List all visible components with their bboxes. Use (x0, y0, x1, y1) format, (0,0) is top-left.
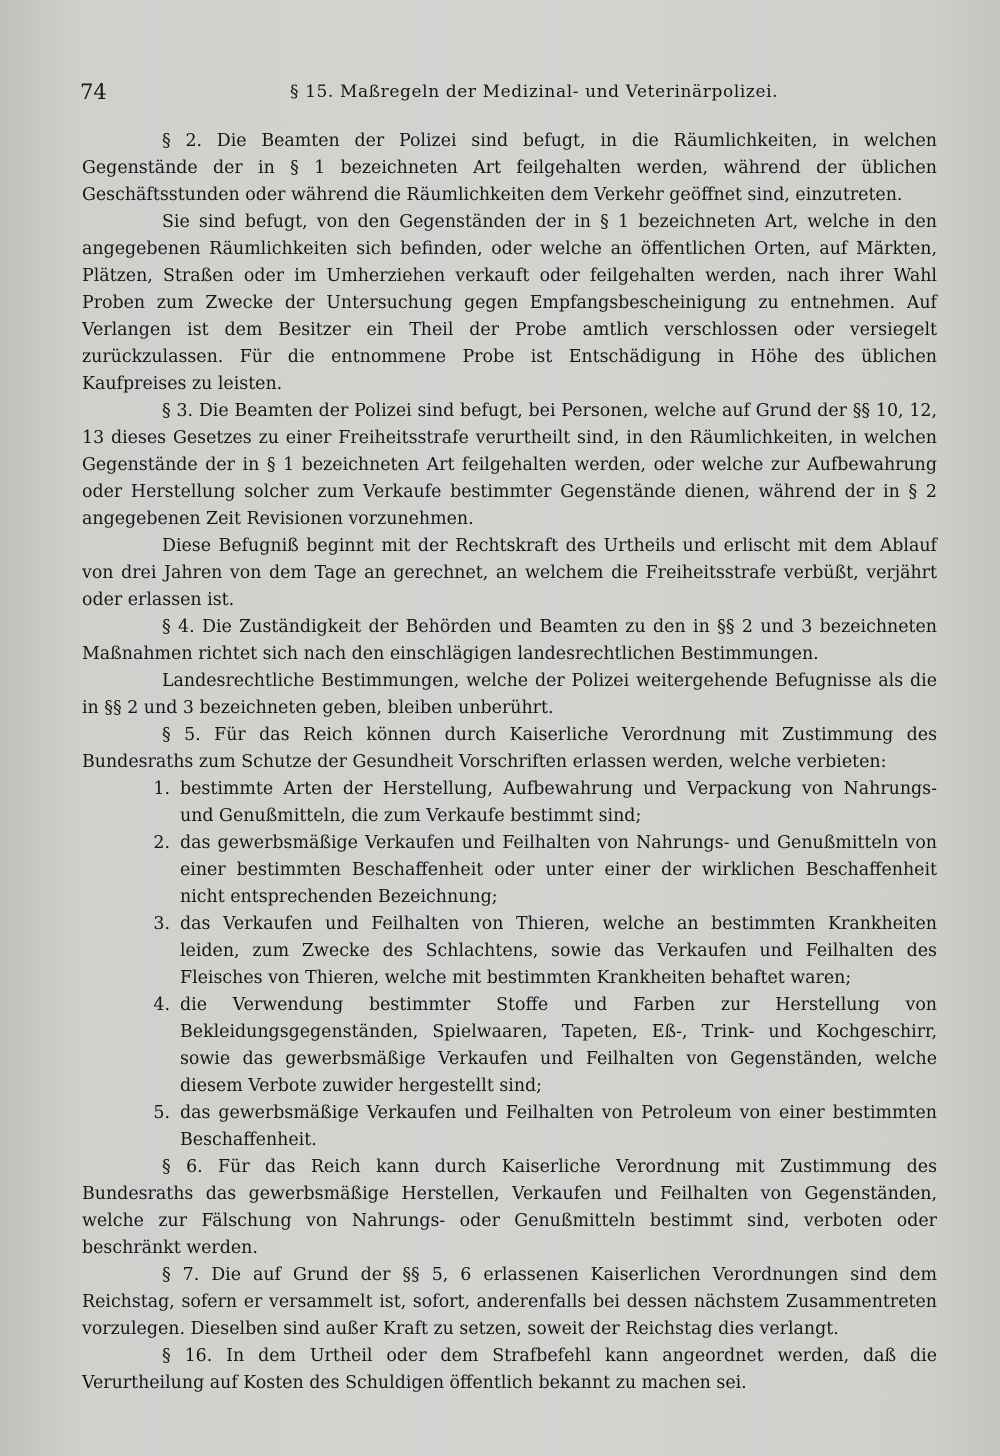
paragraph-section-6: § 6. Für das Reich kann durch Kaiserliche Verordnung mit Zustimmung des Bundesraths das gewerbsmäßige Herstellen, Verkaufen und Feilhalten von Gegenständen, welche zur Fälschung von Nahrungs- oder Genußmitteln bestimmt sind, verboten oder beschränkt werden. (82, 1157, 937, 1258)
body-text (82, 128, 937, 1397)
list-item-number: 2. (153, 833, 170, 853)
list-item-number: 4. (153, 995, 170, 1015)
prohibition-list (82, 776, 937, 1154)
paragraph-section-7: § 7. Die auf Grund der §§ 5, 6 erlassenen Kaiserlichen Verordnungen sind dem Reichstag, sofern er versammelt ist, sofort, anderenfalls bei dessen nächstem Zusammentreten vorzulegen. Dieselben sind außer Kraft zu setzen, soweit der Reichstag dies verlangt. (82, 1265, 937, 1339)
list-item (82, 830, 937, 911)
list-item-text: die Verwendung bestimmter Stoffe und Farben zur Herstellung von Bekleidungsgegenständen, Spielwaaren, Tapeten, Eß-, Trink- und Kochgeschirr, sowie das gewerbsmäßige Verkaufen und Feilhalten von Gegenständen, welche diesem Verbote zuwider hergestellt sind; (180, 995, 937, 1096)
list-item (82, 911, 937, 992)
paragraph-section-2: § 2. Die Beamten der Polizei sind befugt, in die Räumlichkeiten, in welchen Gegenstände der in § 1 bezeichneten Art feilgehalten werden, während der üblichen Geschäftsstunden oder während die Räumlichkeiten dem Verkehr geöffnet sind, einzutreten. (82, 131, 937, 205)
paragraph-section-2-samples: Sie sind befugt, von den Gegenständen der in § 1 bezeichneten Art, welche in den angegebenen Räumlichkeiten sich befinden, oder welche an öffentlichen Orten, auf Märkten, Plätzen, Straßen oder im Umherziehen verkauft oder feilgehalten werden, nach ihrer Wahl Proben zum Zwecke der Untersuchung gegen Empfangsbescheinigung zu entnehmen. Auf Verlangen ist dem Besitzer ein Theil der Probe amtlich verschlossen oder versiegelt zurückzulassen. Für die entnommene Probe ist Entschädigung in Höhe des üblichen Kaufpreises zu leisten. (82, 212, 937, 394)
paragraph-section-3: § 3. Die Beamten der Polizei sind befugt, bei Personen, welche auf Grund der §§ 10, 12, 13 dieses Gesetzes zu einer Freiheitsstrafe verurtheilt sind, in den Räumlichkeiten, in welchen Gegenstände der in § 1 bezeichneten Art feilgehalten werden, oder welche zur Aufbewahrung oder Herstellung solcher zum Verkaufe bestimmter Gegenstände dienen, während der in § 2 angegebenen Zeit Revisionen vorzunehmen. (82, 401, 937, 529)
list-item-text: das gewerbsmäßige Verkaufen und Feilhalten von Petroleum von einer bestimmten Beschaffenheit. (180, 1103, 937, 1150)
paragraph-section-4: § 4. Die Zuständigkeit der Behörden und Beamten zu den in §§ 2 und 3 bezeichneten Maßnahmen richtet sich nach den einschlägigen landesrechtlichen Bestimmungen. (82, 617, 937, 664)
paragraph-section-5: § 5. Für das Reich können durch Kaiserliche Verordnung mit Zustimmung des Bundesraths zum Schutze der Gesundheit Vorschriften erlassen werden, welche verbieten: (82, 725, 937, 772)
list-item (82, 992, 937, 1100)
list-item-number: 1. (153, 779, 170, 799)
paragraph-section-16: § 16. In dem Urtheil oder dem Strafbefehl kann angeordnet werden, daß die Verurtheilung auf Kosten des Schuldigen öffentlich bekannt zu machen sei. (82, 1346, 937, 1393)
running-head: § 15. Maßregeln der Medizinal- und Veterinärpolizei. (290, 82, 779, 102)
paragraph-section-4-state-law: Landesrechtliche Bestimmungen, welche der Polizei weitergehende Befugnisse als die in §§ 2 und 3 bezeichneten geben, bleiben unberührt. (82, 671, 937, 718)
list-item-text: das gewerbsmäßige Verkaufen und Feilhalten von Nahrungs- und Genußmitteln von einer bestimmten Beschaffenheit oder unter einer der wirklichen Beschaffenheit nicht entsprechenden Bezeichnung; (180, 833, 937, 907)
list-item-text: das Verkaufen und Feilhalten von Thieren, welche an bestimmten Krankheiten leiden, zum Zwecke des Schlachtens, sowie das Verkaufen und Feilhalten des Fleisches von Thieren, welche mit bestimmten Krankheiten behaftet waren; (180, 914, 937, 988)
list-item-number: 3. (153, 914, 170, 934)
list-item-number: 5. (153, 1103, 170, 1123)
page-number: 74 (80, 80, 107, 104)
page-header (80, 78, 935, 112)
list-item-text: bestimmte Arten der Herstellung, Aufbewahrung und Verpackung von Nahrungs- und Genußmitteln, die zum Verkaufe bestimmt sind; (180, 779, 937, 826)
list-item (82, 776, 937, 830)
paragraph-section-3-duration: Diese Befugniß beginnt mit der Rechtskraft des Urtheils und erlischt mit dem Ablauf von drei Jahren von dem Tage an gerechnet, an welchem die Freiheitsstrafe verbüßt, verjährt oder erlassen ist. (82, 536, 937, 610)
list-item (82, 1100, 937, 1154)
